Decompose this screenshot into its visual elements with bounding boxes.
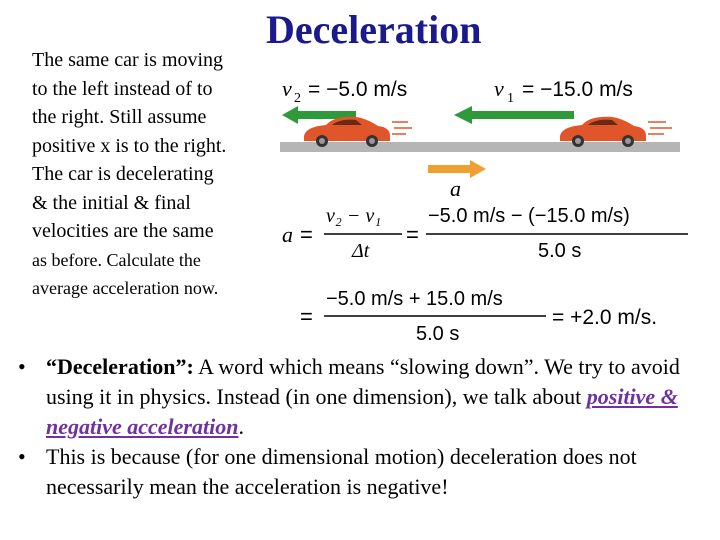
- intro-line: & the initial & final: [32, 191, 191, 214]
- eq-a: a: [282, 222, 293, 247]
- v2-value: = −5.0 m/s: [308, 78, 408, 101]
- intro-line: The car is decelerating: [32, 163, 214, 185]
- intro-line: as before. Calculate the: [32, 249, 201, 270]
- eq-equals-2: =: [406, 222, 419, 247]
- intro-line: the right. Still assume: [32, 106, 207, 128]
- intro-line: to the left instead of to: [32, 77, 213, 100]
- bullet-text: A word which means “slowing down”. We try to avoid using it in physics. Instead (in one dimension), we talk about: [46, 354, 680, 409]
- speed-lines-icon: [648, 122, 672, 134]
- figure-svg: [276, 70, 696, 346]
- intro-text: [32, 46, 272, 303]
- emphasis-link[interactable]: positive & negative acceleration: [46, 384, 678, 439]
- bullet-dot: •: [18, 354, 26, 379]
- bullet-text: This is because (for one dimensional motion) deceleration does not necessarily mean the acceleration is negative!: [46, 444, 637, 499]
- bullet-item: [18, 352, 708, 442]
- intro-line: positive x is to the right.: [32, 134, 227, 157]
- speed-lines-icon: [392, 122, 412, 134]
- physics-figure: [276, 70, 696, 346]
- acceleration-label: a: [450, 176, 461, 201]
- eq-numerator: v₂ − v₁: [326, 205, 382, 227]
- eq-equals: =: [300, 222, 313, 247]
- intro-line: average acceleration now.: [32, 278, 219, 298]
- bullet-term: “Deceleration”:: [46, 354, 194, 379]
- v2-label: v: [282, 76, 292, 101]
- eq-denominator: Δt: [352, 240, 370, 262]
- bullet-text: .: [238, 414, 244, 439]
- eq-numerator-2: −5.0 m/s − (−15.0 m/s): [428, 205, 630, 227]
- bullet-list: [18, 352, 708, 502]
- eq-denominator-2: 5.0 s: [538, 240, 582, 262]
- intro-line: The same car is moving: [32, 49, 224, 71]
- v2-subscript: 2: [294, 91, 301, 106]
- eq-numerator-3: −5.0 m/s + 15.0 m/s: [326, 288, 503, 310]
- slide-title: Deceleration: [266, 7, 482, 52]
- bullet-dot: •: [18, 444, 26, 469]
- eq-equals-3: =: [300, 304, 313, 329]
- road: [280, 142, 680, 152]
- intro-line: velocities are the same: [32, 220, 214, 242]
- v1-arrow: [454, 106, 574, 124]
- v1-subscript: 1: [507, 91, 514, 106]
- eq-result: = +2.0 m/s.: [552, 306, 658, 329]
- bullet-item: [18, 442, 708, 502]
- v1-value: = −15.0 m/s: [522, 78, 633, 101]
- v1-label: v: [494, 76, 504, 101]
- eq-denominator-3: 5.0 s: [416, 323, 460, 345]
